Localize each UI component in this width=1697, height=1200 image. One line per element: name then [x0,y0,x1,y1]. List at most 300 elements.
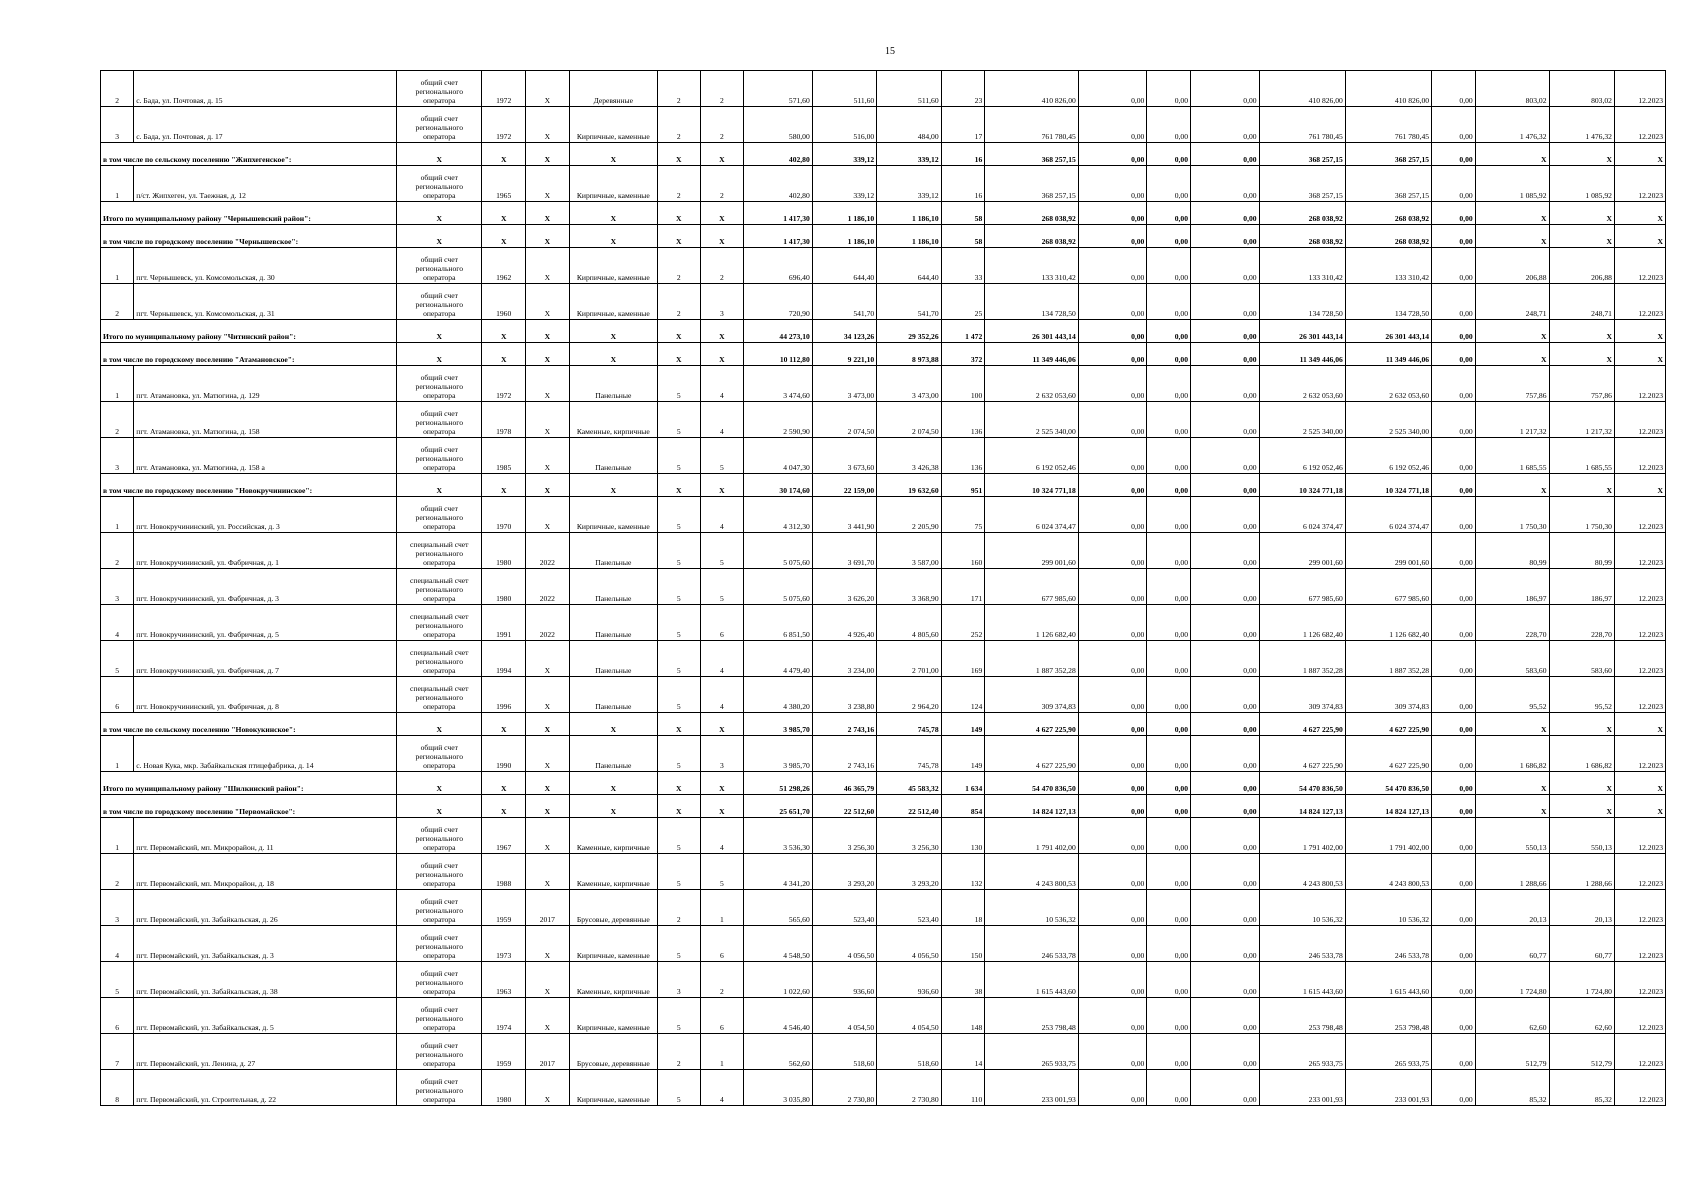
table-cell: 2017 [526,1034,570,1070]
table-cell: 4 548,50 [744,926,813,962]
table-cell: пгт. Новокручининский, ул. Российская, д. 3 [134,497,397,533]
table-cell: 1 [101,818,134,854]
table-cell: 85,32 [1475,1070,1549,1106]
table-cell: 0,00 [1078,402,1147,438]
table-cell: 0,00 [1191,402,1260,438]
table-cell: 5 [657,1070,700,1106]
table-cell: 0,00 [1147,854,1191,890]
table-cell: Х [1549,202,1614,225]
table-row [101,1070,1666,1106]
table-cell: 0,00 [1078,795,1147,818]
subtotal-label: в том числе по городскому поселению "Первомайское": [101,795,397,818]
table-cell: Х [526,497,570,533]
table-cell: 1960 [482,284,526,320]
table-cell: общий счет регионального оператора [397,962,482,998]
table-cell: 0,00 [1147,890,1191,926]
table-cell: 0,00 [1432,202,1476,225]
table-cell: 2 [657,166,700,202]
table-cell: 1 615 443,60 [1259,962,1345,998]
table-cell: Кирпичные, каменные [569,284,657,320]
table-cell: Х [657,474,700,497]
table-cell: 3 293,20 [877,854,941,890]
table-cell: 12.2023 [1614,284,1665,320]
table-cell: 1959 [482,1034,526,1070]
table-cell: Х [657,225,700,248]
table-cell: Х [397,772,482,795]
table-cell: 0,00 [1078,1034,1147,1070]
table-cell: 6 [101,998,134,1034]
table-cell: 4 [700,641,744,677]
table-cell: общий счет регионального оператора [397,1034,482,1070]
table-cell: 1 750,30 [1549,497,1614,533]
table-cell: Х [526,795,570,818]
table-cell: Х [397,320,482,343]
table-cell: 12.2023 [1614,1034,1665,1070]
table-cell: Х [526,474,570,497]
table-cell: 4 243 800,53 [985,854,1079,890]
table-cell: 25 651,70 [744,795,813,818]
table-cell: 85,32 [1549,1070,1614,1106]
table-cell: Х [657,713,700,736]
table-cell: Х [569,795,657,818]
table-cell: Х [569,772,657,795]
table-cell: 0,00 [1432,438,1476,474]
table-row [101,497,1666,533]
table-cell: 80,99 [1475,533,1549,569]
table-cell: 0,00 [1432,71,1476,107]
table-row [101,71,1666,107]
table-row [101,438,1666,474]
table-cell: 5 075,60 [744,533,813,569]
table-cell: 1 887 352,28 [1345,641,1431,677]
table-cell: 0,00 [1191,71,1260,107]
table-cell: 1 472 [941,320,985,343]
table-cell: 0,00 [1147,998,1191,1034]
table-cell: 1988 [482,854,526,890]
table-cell: 565,60 [744,890,813,926]
table-cell: 2 525 340,00 [1259,402,1345,438]
table-cell: 0,00 [1191,713,1260,736]
table-cell: 1 186,10 [877,225,941,248]
table-cell: 6 [101,677,134,713]
table-cell: 44 273,10 [744,320,813,343]
table-cell: 268 038,92 [985,202,1079,225]
table-cell: Х [1549,795,1614,818]
table-cell: 5 [657,677,700,713]
table-cell: Кирпичные, каменные [569,1070,657,1106]
table-cell: 0,00 [1432,605,1476,641]
table-cell: 677 985,60 [1345,569,1431,605]
table-cell: 265 933,75 [1345,1034,1431,1070]
table-cell: Х [526,438,570,474]
table-cell: 644,40 [877,248,941,284]
table-cell: 233 001,93 [1345,1070,1431,1106]
table-cell: 0,00 [1191,202,1260,225]
table-cell: 6 024 374,47 [985,497,1079,533]
table-cell: 0,00 [1078,497,1147,533]
table-cell: 11 349 446,06 [1345,343,1431,366]
table-cell: 10 112,80 [744,343,813,366]
table-cell: 0,00 [1147,474,1191,497]
table-cell: Х [569,320,657,343]
table-cell: 1 686,82 [1549,736,1614,772]
table-cell: 0,00 [1191,320,1260,343]
table-cell: 0,00 [1191,1034,1260,1070]
table-cell: 402,80 [744,166,813,202]
table-cell: Х [526,998,570,1034]
table-cell: 5 [657,366,700,402]
table-cell: 0,00 [1078,926,1147,962]
table-cell: 0,00 [1078,166,1147,202]
table-cell: 1 724,80 [1549,962,1614,998]
table-cell: Х [1614,713,1665,736]
table-cell: 0,00 [1432,343,1476,366]
table-cell: 4 047,30 [744,438,813,474]
subtotal-label: Итого по муниципальному району "Чернышевский район": [101,202,397,225]
table-cell: 0,00 [1191,143,1260,166]
table-cell: 0,00 [1432,402,1476,438]
table-cell: Х [1475,202,1549,225]
table-cell: Х [657,795,700,818]
table-cell: 3 985,70 [744,713,813,736]
table-cell: 1 186,10 [812,202,876,225]
table-cell: 2 [101,533,134,569]
table-cell: Каменные, кирпичные [569,818,657,854]
table-cell: 511,60 [877,71,941,107]
table-cell: 2 [101,71,134,107]
table-cell: 1 685,55 [1475,438,1549,474]
table-cell: Х [1614,320,1665,343]
table-cell: 5 [657,605,700,641]
table-cell: общий счет регионального оператора [397,926,482,962]
table-cell: 368 257,15 [985,143,1079,166]
table-cell: Х [397,343,482,366]
table-row [101,890,1666,926]
table-cell: Х [569,343,657,366]
table-cell: 6 024 374,47 [1345,497,1431,533]
table-cell: 206,88 [1475,248,1549,284]
table-cell: пгт. Атамановка, ул. Матюгина, д. 158 [134,402,397,438]
table-cell: 1 750,30 [1475,497,1549,533]
table-cell: Х [1549,772,1614,795]
table-cell: 2 632 053,60 [985,366,1079,402]
table-cell: 1 476,32 [1475,107,1549,143]
table-cell: 309 374,83 [1259,677,1345,713]
table-cell: 4 [700,497,744,533]
table-cell: 233 001,93 [985,1070,1079,1106]
table-cell: 7 [101,1034,134,1070]
table-cell: 0,00 [1078,569,1147,605]
table-cell: 12.2023 [1614,854,1665,890]
table-cell: 134 728,50 [985,284,1079,320]
table-cell: 339,12 [812,143,876,166]
table-cell: 484,00 [877,107,941,143]
table-cell: 4 341,20 [744,854,813,890]
table-cell: 0,00 [1432,818,1476,854]
table-row [101,533,1666,569]
table-cell: 1 217,32 [1549,402,1614,438]
table-cell: 23 [941,71,985,107]
table-cell: 4 380,20 [744,677,813,713]
table-row [101,569,1666,605]
table-cell: 3 626,20 [812,569,876,605]
table-cell: 745,78 [877,713,941,736]
table-cell: Х [397,795,482,818]
table-cell: 1 791 402,00 [1345,818,1431,854]
table-cell: Х [482,343,526,366]
table-cell: 1 288,66 [1475,854,1549,890]
table-cell: Х [526,818,570,854]
table-cell: 2 632 053,60 [1259,366,1345,402]
table-cell: Х [1614,202,1665,225]
table-cell: Х [1475,713,1549,736]
table-cell: 0,00 [1147,438,1191,474]
table-cell: 4 056,50 [812,926,876,962]
table-cell: 253 798,48 [1345,998,1431,1034]
table-cell: пгт. Первомайский, ул. Забайкальская, д. 38 [134,962,397,998]
table-cell: 0,00 [1432,1034,1476,1070]
table-cell: пгт. Первомайский, ул. Строительная, д. 22 [134,1070,397,1106]
table-cell: 246 533,78 [1259,926,1345,962]
table-cell: 696,40 [744,248,813,284]
table-cell: 5 [657,497,700,533]
table-cell: 6 192 052,46 [1345,438,1431,474]
table-cell: 2022 [526,533,570,569]
table-cell: 1 634 [941,772,985,795]
table-cell: 0,00 [1147,795,1191,818]
table-cell: 29 352,26 [877,320,941,343]
table-cell: 12.2023 [1614,926,1665,962]
table-cell: 10 536,32 [985,890,1079,926]
table-cell: 16 [941,166,985,202]
table-cell: Х [1475,343,1549,366]
table-cell: 60,77 [1549,926,1614,962]
table-cell: 268 038,92 [1259,225,1345,248]
table-cell: 5 075,60 [744,569,813,605]
table-cell: 169 [941,641,985,677]
table-cell: 4 056,50 [877,926,941,962]
table-cell: Х [657,343,700,366]
table-cell: 1 724,80 [1475,962,1549,998]
table-cell: 6 [700,605,744,641]
table-cell: 512,79 [1549,1034,1614,1070]
table-cell: 5 [700,854,744,890]
table-cell: Кирпичные, каменные [569,998,657,1034]
table-cell: 0,00 [1191,818,1260,854]
table-cell: 1996 [482,677,526,713]
table-cell: 3 368,90 [877,569,941,605]
table-cell: Х [526,71,570,107]
table-cell: 6 [700,998,744,1034]
table-cell: 761 780,45 [1345,107,1431,143]
table-cell: 4 [700,1070,744,1106]
table-cell: 0,00 [1191,736,1260,772]
table-cell: Х [1475,474,1549,497]
table-cell: 3 441,90 [812,497,876,533]
table-cell: 12.2023 [1614,1070,1665,1106]
table-cell: 0,00 [1191,795,1260,818]
table-cell: Панельные [569,736,657,772]
table-cell: 3 035,80 [744,1070,813,1106]
table-cell: 0,00 [1432,736,1476,772]
table-cell: 12.2023 [1614,736,1665,772]
table-cell: Х [1549,320,1614,343]
table-cell: Х [526,736,570,772]
table-cell: 677 985,60 [1259,569,1345,605]
table-cell: 0,00 [1078,605,1147,641]
table-cell: 0,00 [1191,854,1260,890]
table-cell: 854 [941,795,985,818]
table-cell: 11 349 446,06 [1259,343,1345,366]
table-row [101,962,1666,998]
table-cell: 0,00 [1078,366,1147,402]
table-cell: Х [526,1070,570,1106]
table-cell: 0,00 [1191,962,1260,998]
table-cell: Х [482,143,526,166]
table-cell: 148 [941,998,985,1034]
table-cell: 0,00 [1078,248,1147,284]
table-cell: общий счет регионального оператора [397,438,482,474]
table-cell: 1 [700,890,744,926]
table-cell: 1 186,10 [812,225,876,248]
table-cell: Х [526,343,570,366]
table-cell: с. Бада, ул. Почтовая, д. 17 [134,107,397,143]
table-cell: 268 038,92 [1345,202,1431,225]
table-cell: 951 [941,474,985,497]
table-cell: Кирпичные, каменные [569,248,657,284]
table-cell: 246 533,78 [1345,926,1431,962]
table-cell: 12.2023 [1614,402,1665,438]
table-cell: пгт. Чернышевск, ул. Комсомольская, д. 30 [134,248,397,284]
table-cell: 5 [657,854,700,890]
table-cell: 368 257,15 [1259,166,1345,202]
table-cell: 149 [941,736,985,772]
table-cell: 12.2023 [1614,569,1665,605]
table-cell: 745,78 [877,736,941,772]
table-cell: 936,60 [812,962,876,998]
table-cell: 2 [700,166,744,202]
subtotal-label: в том числе по сельскому поселению "Новокукинское": [101,713,397,736]
table-cell: 58 [941,225,985,248]
table-cell: 1 685,55 [1549,438,1614,474]
table-cell: 1967 [482,818,526,854]
table-cell: 0,00 [1432,248,1476,284]
table-cell: общий счет регионального оператора [397,854,482,890]
table-cell: п/ст. Жипхеген, ул. Таежная, д. 12 [134,166,397,202]
table-cell: 233 001,93 [1259,1070,1345,1106]
table-cell: Панельные [569,641,657,677]
table-cell: Х [397,143,482,166]
table-row [101,402,1666,438]
table-cell: 0,00 [1191,107,1260,143]
table-cell: общий счет регионального оператора [397,284,482,320]
subtotal-label: в том числе по городскому поселению "Атамановское": [101,343,397,366]
table-cell: 0,00 [1191,533,1260,569]
table-cell: 368 257,15 [1345,166,1431,202]
table-cell: Х [526,677,570,713]
table-cell: 3 474,60 [744,366,813,402]
table-cell: 0,00 [1147,166,1191,202]
table-cell: Х [1614,343,1665,366]
table-cell: 8 973,88 [877,343,941,366]
table-cell: 0,00 [1078,736,1147,772]
table-cell: Х [526,284,570,320]
table-cell: Х [526,402,570,438]
table-cell: пгт. Новокручининский, ул. Фабричная, д. 7 [134,641,397,677]
table-cell: 3 426,38 [877,438,941,474]
table-cell: 2 [700,107,744,143]
table-cell: 2 964,20 [877,677,941,713]
table-cell: 0,00 [1432,284,1476,320]
table-cell: Х [1549,474,1614,497]
table-cell: 12.2023 [1614,248,1665,284]
table-cell: 268 038,92 [1345,225,1431,248]
table-cell: 1 [101,366,134,402]
table-cell: 0,00 [1147,962,1191,998]
table-cell: 1980 [482,569,526,605]
table-cell: 0,00 [1432,474,1476,497]
table-cell: 339,12 [877,166,941,202]
table-cell: Х [482,713,526,736]
table-cell: специальный счет регионального оператора [397,569,482,605]
table-cell: 3 473,00 [877,366,941,402]
table-cell: 12.2023 [1614,497,1665,533]
table-cell: 0,00 [1078,818,1147,854]
table-cell: 0,00 [1147,248,1191,284]
table-cell: 0,00 [1432,962,1476,998]
table-cell: 2 205,90 [877,497,941,533]
table-cell: 0,00 [1078,143,1147,166]
table-cell: 5 [657,736,700,772]
table-cell: 0,00 [1432,890,1476,926]
table-cell: Кирпичные, каменные [569,107,657,143]
table-cell: 1972 [482,107,526,143]
table-cell: 3 985,70 [744,736,813,772]
table-cell: Кирпичные, каменные [569,497,657,533]
subtotal-label: Итого по муниципальному району "Шилкинский район": [101,772,397,795]
table-cell: Х [1614,795,1665,818]
table-cell: 12.2023 [1614,71,1665,107]
table-cell: 5 [657,533,700,569]
table-cell: 22 512,40 [877,795,941,818]
table-cell: 4 312,30 [744,497,813,533]
table-cell: 4 054,50 [812,998,876,1034]
table-cell: Кирпичные, каменные [569,926,657,962]
table-cell: 136 [941,438,985,474]
subtotal-label: в том числе по сельскому поселению "Жипхегенское": [101,143,397,166]
table-cell: 1 126 682,40 [1345,605,1431,641]
table-cell: 10 324 771,18 [1345,474,1431,497]
table-cell: 1 417,30 [744,225,813,248]
table-cell: 1 [700,1034,744,1070]
table-cell: 936,60 [877,962,941,998]
table-cell: Х [569,474,657,497]
table-cell: 523,40 [812,890,876,926]
subtotal-label: в том числе по городскому поселению "Чернышевское": [101,225,397,248]
table-cell: Х [700,474,744,497]
table-cell: 10 536,32 [1345,890,1431,926]
table-cell: Х [700,772,744,795]
table-cell: Х [657,772,700,795]
table-cell: 2 525 340,00 [985,402,1079,438]
table-cell: 0,00 [1191,890,1260,926]
table-cell: 0,00 [1191,497,1260,533]
table-cell: 12.2023 [1614,605,1665,641]
table-cell: общий счет регионального оператора [397,402,482,438]
table-cell: 299 001,60 [985,533,1079,569]
table-cell: 1980 [482,1070,526,1106]
table-cell: пгт. Первомайский, мп. Микрорайон, д. 11 [134,818,397,854]
